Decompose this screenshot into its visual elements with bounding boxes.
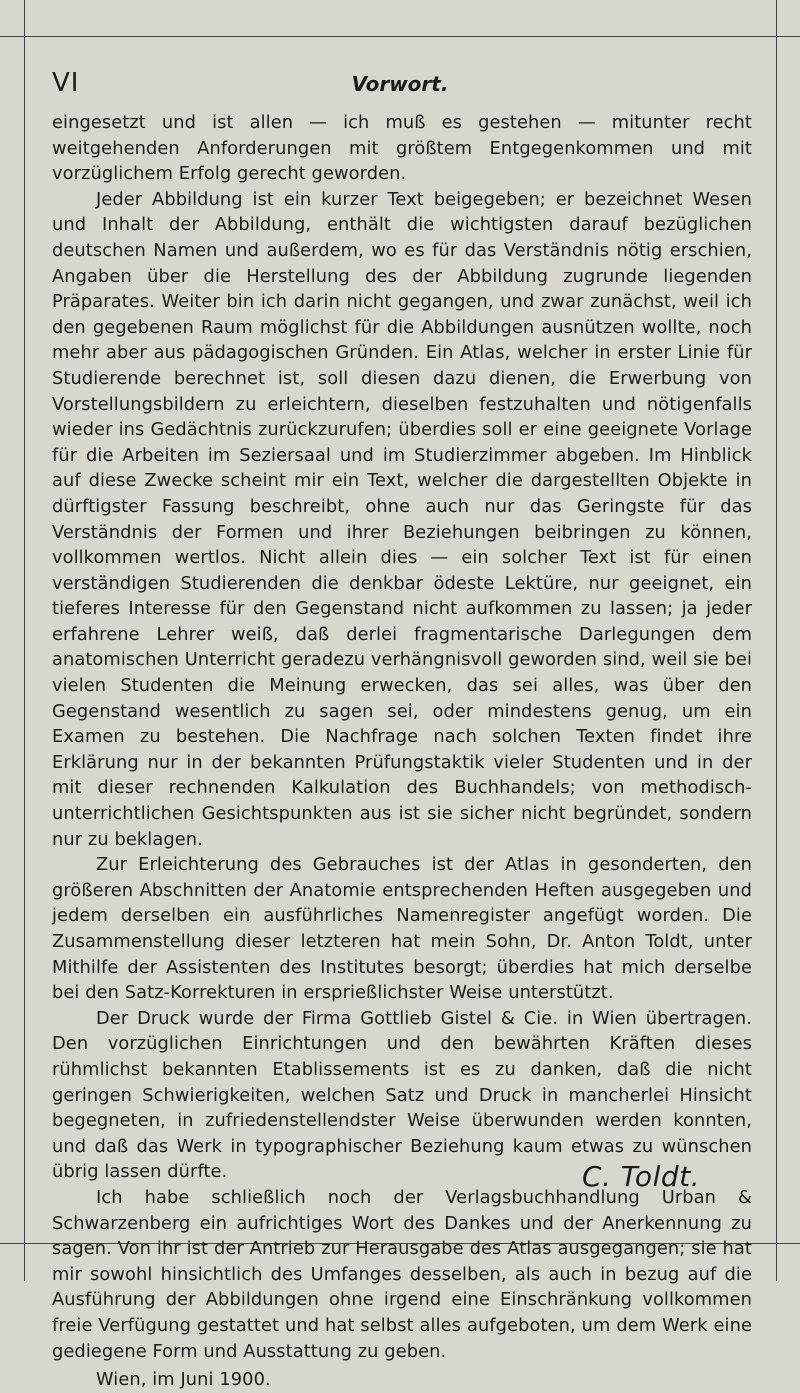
paragraph: Der Druck wurde der Firma Gottlieb Gistel & Cie. in Wien übertragen. Den vorzüglichen Einrichtungen und den bewährten Kräften dieses rühmlichst bekannten Etablissements ist es zu danken, daß die nicht geringen Schwierigkeiten, welchen Satz und Druck in mancherlei Hinsicht begegneten, in zufriedenstellendster Weise überwunden werden konnten, und daß das Werk in typographischer Beziehung kaum etwas zu wünschen übrig lassen dürfte.	[52, 1007, 752, 1183]
crop-line-left	[24, 0, 25, 1281]
paragraph: Zur Erleichterung des Gebrauches ist der Atlas in gesonderten, den größeren Abschnitten der Anatomie entsprechenden Heften ausgegeben und jedem derselben ein ausführliches Namenregister angefügt worden. Die Zusammenstellung dieser letzteren hat mein Sohn, Dr. Anton Toldt, unter Mithilfe der Assistenten des Institutes besorgt; überdies hat mich derselbe bei den Satz-Korrekturen in ersprießlichster Weise unterstützt.	[52, 854, 752, 1004]
signature: C. Toldt.	[581, 1160, 700, 1193]
body-text	[52, 110, 752, 1393]
paragraph: Ich habe schließlich noch der Verlagsbuchhandlung Urban & Schwarzenberg ein aufrichtiges Wort des Dankes und der Anerkennung zu sagen. Von ihr ist der Antrieb zur Herausgabe des Atlas ausgegangen; sie hat mir sowohl hinsichtlich des Umfanges desselben, als auch in bezug auf die Ausführung der Abbildungen ohne irgend eine Einschränkung vollkommen freie Verfügung gestattet und hat selbst alles aufgeboten, um dem Werk eine gediegene Form und Ausstattung zu geben.	[52, 1186, 752, 1362]
running-head: Vorwort.	[351, 72, 449, 96]
crop-line-top	[0, 36, 800, 37]
paragraph-continued: eingesetzt und ist allen — ich muß es gestehen — mitunter recht weitgehenden Anforderungen mit größtem Entgegenkommen und mit vorzüglichem Erfolg gerecht geworden.	[52, 112, 752, 185]
crop-line-right	[776, 0, 777, 1281]
paragraph: Jeder Abbildung ist ein kurzer Text beigegeben; er bezeichnet Wesen und Inhalt der Abbildung, enthält die wichtigsten darauf bezüglichen deutschen Namen und außerdem, wo es für das Verständnis nötig erschien, Angaben über die Herstellung des der Abbildung zugrunde liegenden Präparates. Weiter bin ich darin nicht gegangen, und zwar zunächst, weil ich den gegebenen Raum möglichst für die Abbildungen ausnützen wollte, noch mehr aber aus pädagogischen Gründen. Ein Atlas, welcher in erster Linie für Studierende berechnet ist, soll diesen dazu dienen, die Erwerbung von Vorstellungsbildern zu erleichtern, dieselben festzuhalten und nötigenfalls wieder ins Gedächtnis zurückzurufen; überdies soll er eine geeignete Vorlage für die Arbeiten im Seziersaal und im Studierzimmer abgeben. Im Hinblick auf diese Zwecke scheint mir ein Text, welcher die dargestellten Objekte in dürftigster Fassung beschreibt, ohne auch nur das Geringste für das Verständnis der Formen und ihrer Beziehungen beibringen zu können, vollkommen wertlos. Nicht allein dies — ein solcher Text ist für einen verständigen Studierenden die denkbar ödeste Lektüre, nur geeignet, ein tieferes Interesse für den Gegenstand nicht aufkommen zu lassen; ja jeder erfahrene Lehrer weiß, daß derlei fragmentarische Darlegungen dem anatomischen Unterricht geradezu verhängnisvoll geworden sind, weil sie bei vielen Studenten die Meinung erwecken, das sei alles, was über den Gegenstand wesentlich zu sagen sei, oder mindestens genug, um ein Examen zu bestehen. Die Nachfrage nach solchen Texten findet ihre Erklärung nur in der bekannten Prüfungstaktik vieler Studenten und in der mit dieser rechnenden Kalkulation des Buchhandels; von methodisch-unterrichtlichen Gesichtspunkten aus ist sie sicher nicht begründet, sondern nur zu beklagen.	[52, 188, 752, 850]
page-header	[0, 68, 800, 108]
page-number: VI	[52, 68, 80, 98]
place-date: Wien, im Juni 1900.	[96, 1369, 271, 1391]
